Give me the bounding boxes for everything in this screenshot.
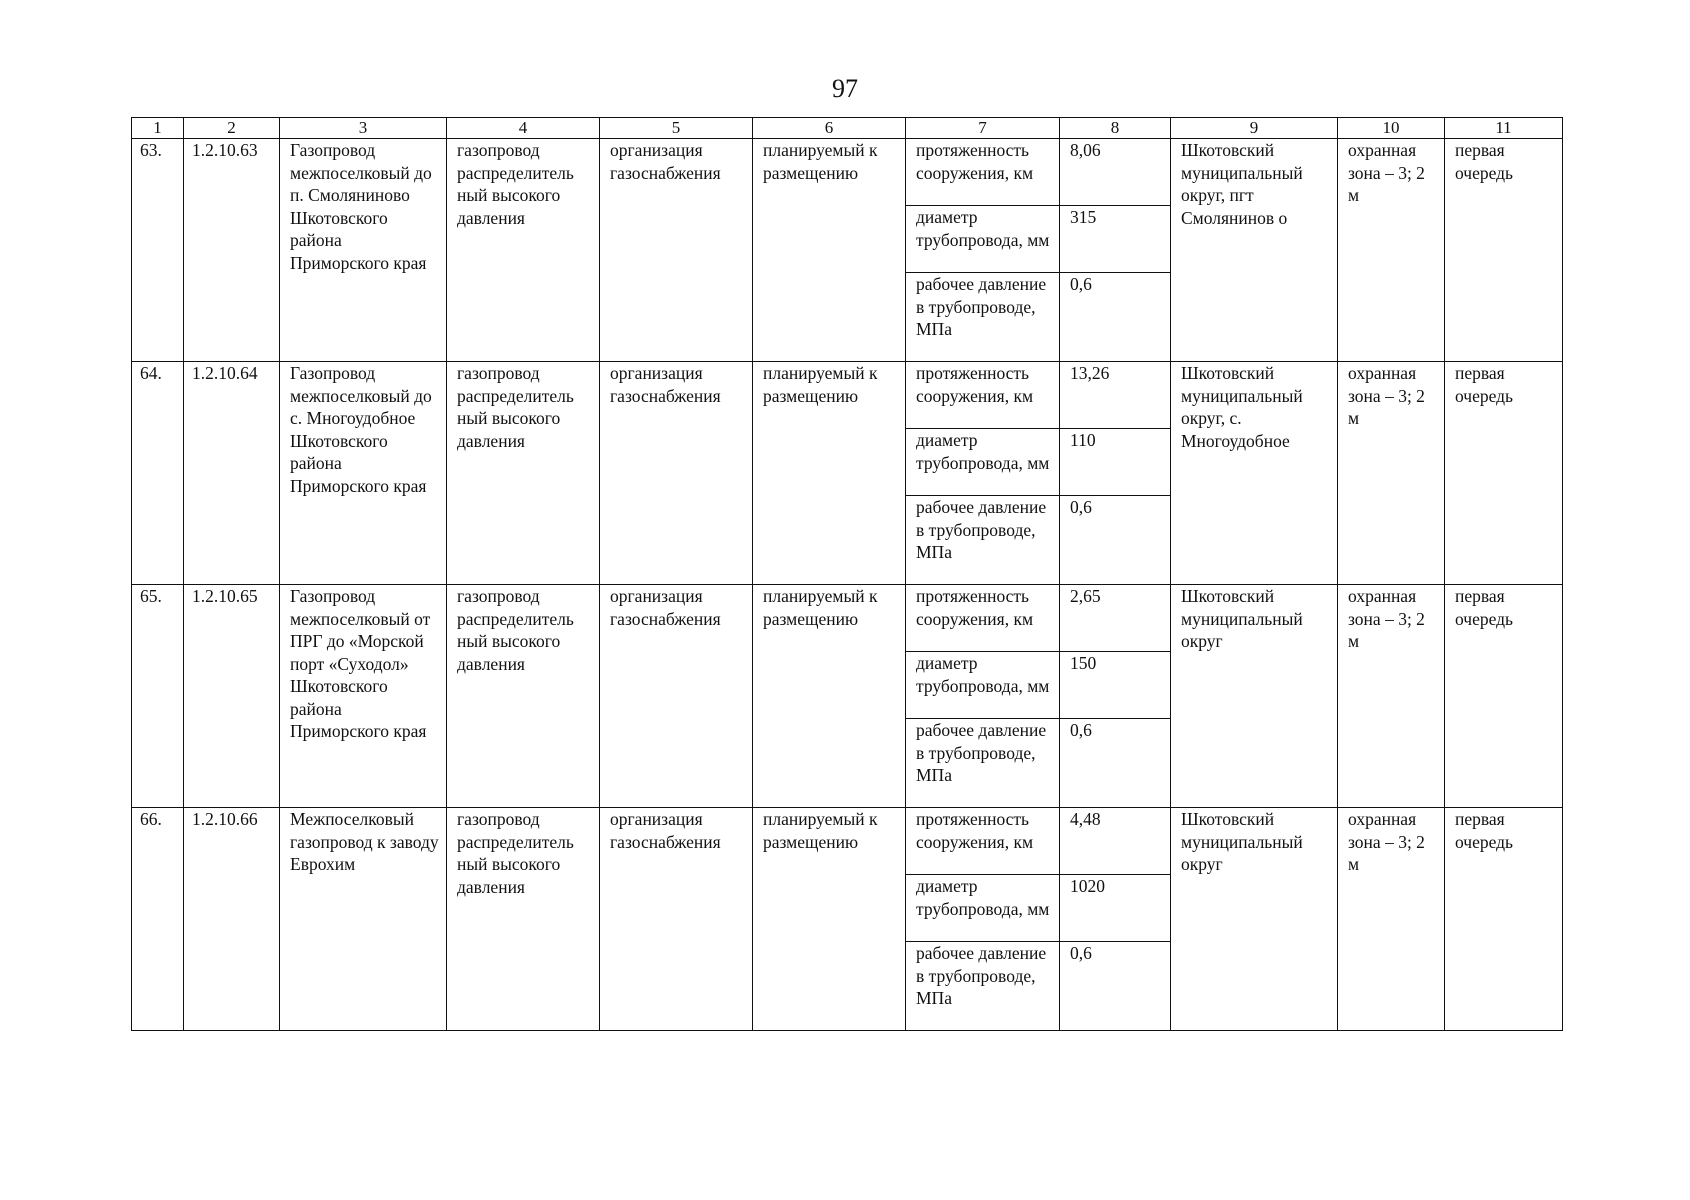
zone-info: охранная зона – 3; 2 м <box>1338 808 1445 1031</box>
row-number: 63. <box>132 139 184 362</box>
parameter-value: 8,06 <box>1060 139 1171 206</box>
row-number: 64. <box>132 362 184 585</box>
parameter-value: 0,6 <box>1060 273 1171 362</box>
object-status: планируемый к размещению <box>753 139 906 362</box>
object-purpose: организация газоснабжения <box>600 585 753 808</box>
parameter-label: диаметр трубопровода, мм <box>906 652 1060 719</box>
object-location: Шкотовский муниципальный округ, пгт Смолянинов о <box>1171 139 1338 362</box>
parameter-value: 4,48 <box>1060 808 1171 875</box>
page-number: 97 <box>832 74 858 103</box>
parameter-label: диаметр трубопровода, мм <box>906 206 1060 273</box>
parameter-label: рабочее давление в трубопроводе, МПа <box>906 942 1060 1031</box>
parameter-value: 315 <box>1060 206 1171 273</box>
construction-stage: первая очередь <box>1445 585 1563 808</box>
parameter-label: рабочее давление в трубопроводе, МПа <box>906 496 1060 585</box>
parameter-label: диаметр трубопровода, мм <box>906 429 1060 496</box>
construction-stage: первая очередь <box>1445 362 1563 585</box>
zone-info: охранная зона – 3; 2 м <box>1338 362 1445 585</box>
column-header: 3 <box>280 118 447 139</box>
object-purpose: организация газоснабжения <box>600 362 753 585</box>
column-number-header-row <box>132 118 1563 139</box>
row-number: 66. <box>132 808 184 1031</box>
table-row <box>132 585 1563 652</box>
parameter-value: 0,6 <box>1060 719 1171 808</box>
object-purpose: организация газоснабжения <box>600 808 753 1031</box>
column-header: 11 <box>1445 118 1563 139</box>
column-header: 5 <box>600 118 753 139</box>
object-location: Шкотовский муниципальный округ <box>1171 585 1338 808</box>
construction-stage: первая очередь <box>1445 808 1563 1031</box>
object-status: планируемый к размещению <box>753 585 906 808</box>
column-header: 6 <box>753 118 906 139</box>
object-purpose: организация газоснабжения <box>600 139 753 362</box>
table-row <box>132 139 1563 206</box>
column-header: 2 <box>184 118 280 139</box>
parameter-value: 0,6 <box>1060 496 1171 585</box>
parameter-label: диаметр трубопровода, мм <box>906 875 1060 942</box>
column-header: 1 <box>132 118 184 139</box>
object-code: 1.2.10.64 <box>184 362 280 585</box>
object-type: газопровод распределитель ный высокого давления <box>447 585 600 808</box>
parameter-value: 0,6 <box>1060 942 1171 1031</box>
object-code: 1.2.10.63 <box>184 139 280 362</box>
object-status: планируемый к размещению <box>753 362 906 585</box>
row-number: 65. <box>132 585 184 808</box>
object-type: газопровод распределитель ный высокого давления <box>447 362 600 585</box>
parameter-value: 150 <box>1060 652 1171 719</box>
table-row <box>132 808 1563 875</box>
zone-info: охранная зона – 3; 2 м <box>1338 585 1445 808</box>
object-name: Газопровод межпоселковый до п. Смоляниново Шкотовского района Приморского края <box>280 139 447 362</box>
planned-objects-table <box>131 117 1563 1031</box>
table-row <box>132 362 1563 429</box>
parameter-label: протяженность сооружения, км <box>906 362 1060 429</box>
object-name: Газопровод межпоселковый от ПРГ до «Морской порт «Суходол» Шкотовского района Приморского края <box>280 585 447 808</box>
parameter-value: 110 <box>1060 429 1171 496</box>
object-type: газопровод распределитель ный высокого давления <box>447 139 600 362</box>
construction-stage: первая очередь <box>1445 139 1563 362</box>
parameter-value: 13,26 <box>1060 362 1171 429</box>
column-header: 10 <box>1338 118 1445 139</box>
parameter-value: 1020 <box>1060 875 1171 942</box>
object-name: Газопровод межпоселковый до с. Многоудобное Шкотовского района Приморского края <box>280 362 447 585</box>
zone-info: охранная зона – 3; 2 м <box>1338 139 1445 362</box>
object-type: газопровод распределитель ный высокого давления <box>447 808 600 1031</box>
column-header: 8 <box>1060 118 1171 139</box>
parameter-label: протяженность сооружения, км <box>906 139 1060 206</box>
parameter-label: рабочее давление в трубопроводе, МПа <box>906 273 1060 362</box>
column-header: 9 <box>1171 118 1338 139</box>
parameter-label: рабочее давление в трубопроводе, МПа <box>906 719 1060 808</box>
object-name: Межпоселковый газопровод к заводу Еврохим <box>280 808 447 1031</box>
column-header: 7 <box>906 118 1060 139</box>
column-header: 4 <box>447 118 600 139</box>
parameter-label: протяженность сооружения, км <box>906 808 1060 875</box>
object-code: 1.2.10.65 <box>184 585 280 808</box>
object-code: 1.2.10.66 <box>184 808 280 1031</box>
parameter-label: протяженность сооружения, км <box>906 585 1060 652</box>
object-status: планируемый к размещению <box>753 808 906 1031</box>
object-location: Шкотовский муниципальный округ, с. Многоудобное <box>1171 362 1338 585</box>
parameter-value: 2,65 <box>1060 585 1171 652</box>
object-location: Шкотовский муниципальный округ <box>1171 808 1338 1031</box>
